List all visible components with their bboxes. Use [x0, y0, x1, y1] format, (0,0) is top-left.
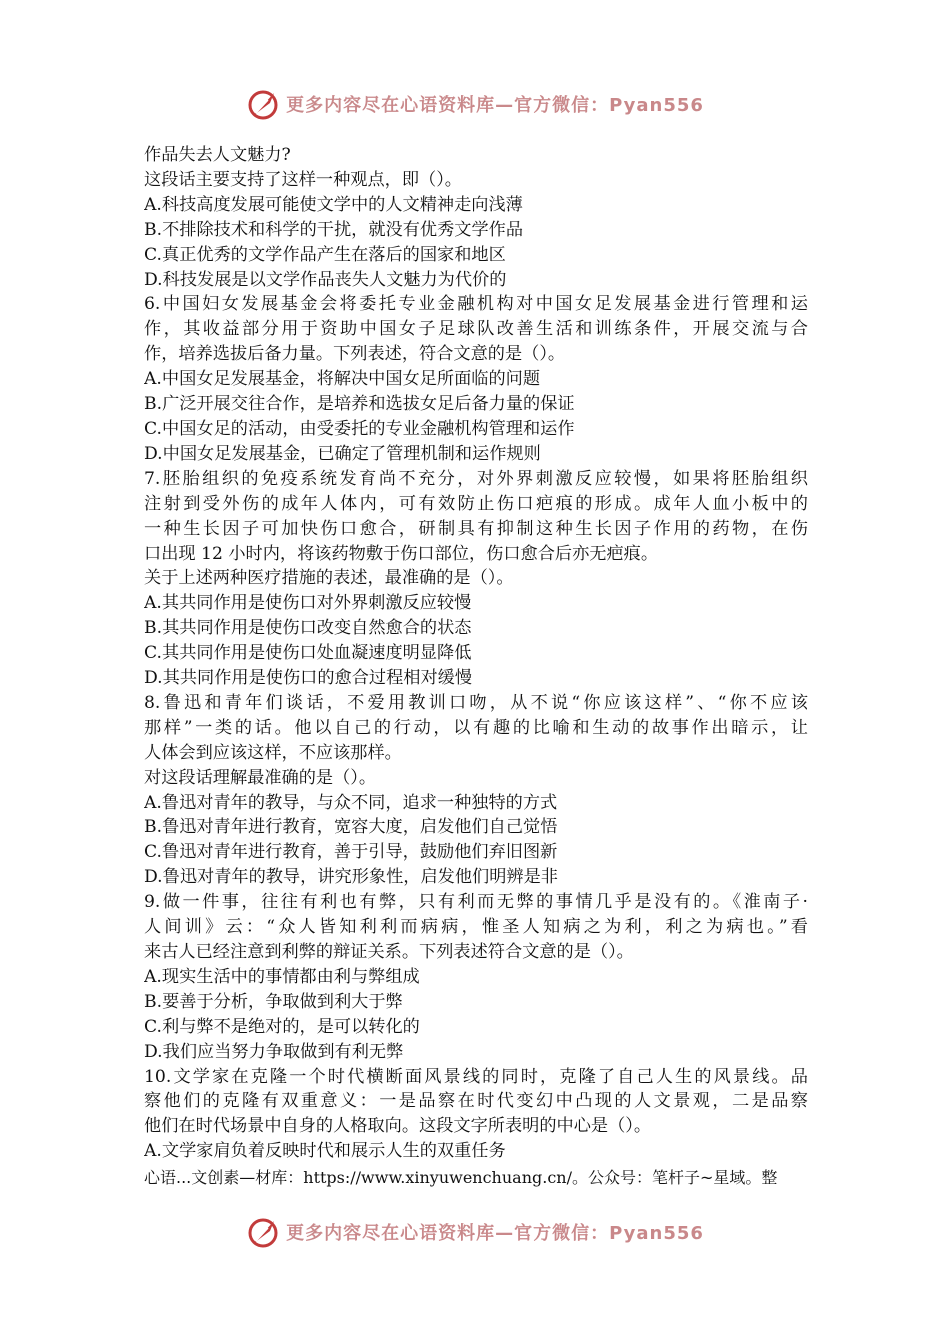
- option-line: C.真正优秀的文学作品产生在落后的国家和地区: [144, 244, 506, 265]
- option-line: D.鲁迅对青年的教导，讲究形象性，启发他们明辨是非: [144, 867, 558, 888]
- option-line: B.鲁迅对青年进行教育，宽容大度，启发他们自己觉悟: [144, 817, 558, 838]
- question-line: 9.做一件事，往往有利也有弊，只有利而无弊的事情几乎是没有的。《淮南子·: [144, 892, 808, 913]
- option-line: B.不排除技术和科学的干扰，就没有优秀文学作品: [144, 219, 524, 240]
- question-line: 人体会到应该这样，不应该那样。: [144, 742, 402, 763]
- question-line: 8.鲁迅和青年们谈话，不爱用教训口吻，从不说“你应该这样”、“你不应该: [144, 692, 808, 713]
- question-line: 一种生长因子可加快伤口愈合，研制具有抑制这种生长因子作用的药物，在伤: [144, 518, 808, 539]
- question-line: 来古人已经注意到利弊的辩证关系。下列表述符合文意的是（）。: [144, 942, 634, 962]
- quill-logo-icon: [246, 87, 280, 121]
- footer-suffix: 。公众号：笔杆子~星域。整: [571, 1168, 778, 1187]
- text-line: 这段话主要支持了这样一种观点，即（）。: [144, 169, 462, 190]
- footer-banner: [0, 1212, 950, 1252]
- option-line: D.科技发展是以文学作品丧失人文魅力为代价的: [144, 269, 507, 290]
- option-line: B.其共同作用是使伤口改变自然愈合的状态: [144, 618, 472, 639]
- option-line: D.我们应当努力争取做到有利无弊: [144, 1041, 404, 1062]
- question-line: 作，培养选拔后备力量。下列表述，符合文意的是（）。: [144, 344, 566, 365]
- text-line: 作品失去人文魅力?: [144, 145, 291, 165]
- footer-prefix: 心语...文创素—材库：: [144, 1168, 304, 1187]
- option-line: C.利与弊不是绝对的，是可以转化的: [144, 1016, 420, 1037]
- question-line: 7.胚胎组织的免疫系统发育尚不充分，对外界刺激反应较慢，如果将胚胎组织: [144, 468, 808, 489]
- option-line: B.广泛开展交往合作，是培养和选拔女足后备力量的保证: [144, 394, 575, 415]
- option-line: A.其共同作用是使伤口对外界刺激反应较慢: [144, 593, 472, 614]
- question-line: 察他们的克隆有双重意义：一是品察在时代变幻中凸现的人文景观，二是品察: [144, 1091, 808, 1112]
- document-body: [144, 143, 808, 1164]
- question-line: 作，其收益部分用于资助中国女子足球队改善生活和训练条件，开展交流与合: [144, 319, 808, 340]
- banner-text: 更多内容尽在心语资料库—官方微信：Pyan556: [286, 1223, 704, 1244]
- option-line: C.其共同作用是使伤口处血凝速度明显降低: [144, 643, 472, 664]
- option-line: D.其共同作用是使伤口的愈合过程相对缓慢: [144, 668, 473, 689]
- banner-text: 更多内容尽在心语资料库—官方微信：Pyan556: [286, 95, 704, 116]
- question-line: 他们在时代场景中自身的人格取向。这段文字所表明的中心是（）。: [144, 1116, 652, 1137]
- option-line: A.科技高度发展可能使文学中的人文精神走向浅薄: [144, 194, 523, 215]
- option-line: A.文学家肩负着反映时代和展示人生的双重任务: [144, 1141, 506, 1162]
- footer-url-link[interactable]: https://www.xinyuwenchuang.cn/: [303, 1168, 572, 1187]
- question-line: 口出现 12 小时内，将该药物敷于伤口部位，伤口愈合后亦无疤痕。: [144, 543, 659, 564]
- quill-logo-icon: [246, 1215, 280, 1249]
- option-line: B.要善于分析，争取做到利大于弊: [144, 991, 403, 1012]
- header-banner: [0, 84, 950, 124]
- question-line: 对这段话理解最准确的是（）。: [144, 767, 377, 788]
- option-line: C.鲁迅对青年进行教育，善于引导，鼓励他们弃旧图新: [144, 842, 558, 863]
- question-line: 6.中国妇女发展基金会将委托专业金融机构对中国女足发展基金进行管理和运: [144, 294, 808, 315]
- option-line: A.现实生活中的事情都由利与弊组成: [144, 966, 420, 987]
- question-line: 10.文学家在克隆一个时代横断面风景线的同时，克隆了自己人生的风景线。品: [144, 1066, 808, 1087]
- option-line: C.中国女足的活动，由受委托的专业金融机构管理和运作: [144, 418, 575, 439]
- question-line: 注射到受外伤的成年人体内，可有效防止伤口疤痕的形成。成年人血小板中的: [144, 493, 808, 514]
- question-line: 人间训》云：“众人皆知利利而病病，惟圣人知病之为利，利之为病也。”看: [144, 917, 808, 938]
- option-line: A.中国女足发展基金，将解决中国女足所面临的问题: [144, 369, 541, 390]
- option-line: A.鲁迅对青年的教导，与众不同，追求一种独特的方式: [144, 792, 558, 813]
- question-line: 那样”一类的话。他以自己的行动，以有趣的比喻和生动的故事作出暗示，让: [144, 717, 808, 738]
- page-footer: [144, 1166, 810, 1190]
- question-line: 关于上述两种医疗措施的表述，最准确的是（）。: [144, 568, 514, 589]
- option-line: D.中国女足发展基金，已确定了管理机制和运作规则: [144, 443, 541, 464]
